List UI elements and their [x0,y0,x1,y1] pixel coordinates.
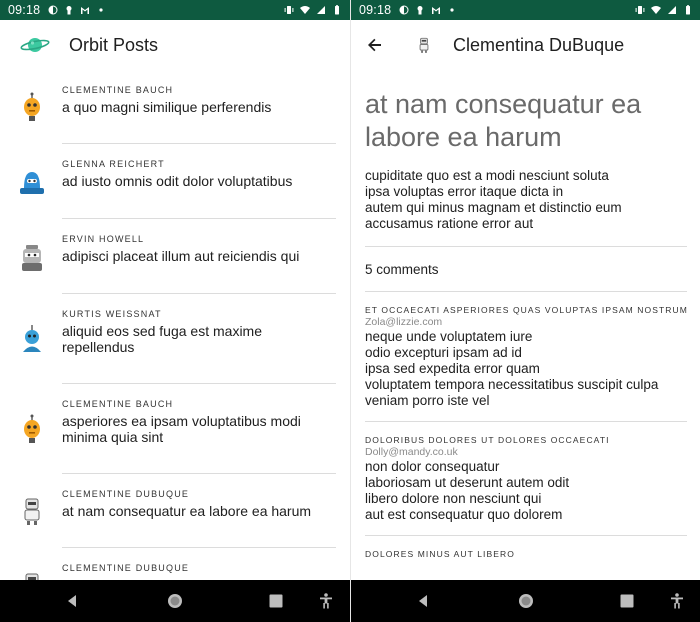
recents-nav-icon[interactable] [621,595,634,608]
post-detail-content[interactable] [351,70,700,580]
post-author: CLEMENTINE DUBUQUE [62,563,190,573]
app-bar [0,20,350,70]
post-title: at nam consequatur ea labore ea harum [365,89,642,152]
status-bar [351,0,700,20]
post-author: CLEMENTINE DUBUQUE [62,489,190,499]
comment-name: DOLORES MINUS AUT LIBERO [365,549,515,559]
comment-item [351,536,700,560]
comment-line: veniam porro iste vel [365,393,490,408]
back-nav-icon[interactable] [65,594,79,608]
recents-nav-icon[interactable] [270,595,283,608]
post-author: CLEMENTINE BAUCH [62,85,174,95]
white-robot-avatar-icon [16,570,48,580]
author-avatar-icon [415,36,433,54]
post-list-item[interactable] [0,548,350,580]
wifi-icon [651,5,661,15]
orange-robot-avatar-icon [16,413,48,445]
post-body-line: autem qui minus magnam et distinctio eum [365,200,622,215]
accessibility-icon[interactable] [319,593,333,609]
app-bar [351,20,700,70]
comment-line: odio excepturi ipsam ad id [365,345,522,360]
post-title: ad iusto omnis odit dolor voluptatibus [62,173,293,189]
post-list-item[interactable] [0,294,350,384]
back-nav-icon[interactable] [416,594,430,608]
home-nav-icon[interactable] [167,593,183,609]
signal-icon [316,5,326,15]
status-time: 09:18 [8,3,41,17]
signal-icon [667,5,677,15]
sync-icon [399,5,409,15]
post-title: asperiores ea ipsam voluptatibus modi minima quia sint [62,413,301,445]
notification-dot-icon [447,5,457,15]
keyhole-icon [415,5,425,15]
vibrate-icon [635,5,645,15]
comment-line: aut est consequatur quo dolorem [365,507,563,522]
grey-robot-avatar-icon [16,241,48,273]
sync-icon [48,5,58,15]
comment-email: Dolly@mandy.co.uk [365,446,458,458]
post-title: adipisci placeat illum aut reiciendis qui [62,248,300,264]
battery-icon [683,5,693,15]
post-body-line: accusamus ratione error aut [365,216,534,231]
back-arrow-icon[interactable] [365,35,385,55]
post-list-item[interactable] [0,384,350,474]
comment-line: libero dolore non nesciunt qui [365,491,542,506]
comment-line: laboriosam ut deserunt autem odit [365,475,570,490]
post-title: at nam consequatur ea labore ea harum [62,503,312,519]
comment-line: neque unde voluptatem iure [365,329,533,344]
wifi-icon [300,5,310,15]
notification-dot-icon [96,5,106,15]
post-body-line: cupiditate quo est a modi nesciunt soluta [365,168,609,183]
gmail-icon [80,5,90,15]
comment-email: Zola@lizzie.com [365,316,443,328]
home-nav-icon[interactable] [518,593,534,609]
post-title: aliquid eos sed fuga est maxime repellendus [62,323,262,355]
comment-name: ET OCCAECATI ASPERIORES QUAS VOLUPTAS IPSAM NOSTRUM [365,305,688,315]
app-title: Orbit Posts [69,35,159,55]
post-list-item[interactable] [0,219,350,294]
comment-name: DOLORIBUS DOLORES UT DOLORES OCCAECATI [365,435,610,445]
comment-body [365,459,687,535]
vibrate-icon [284,5,294,15]
post-author: CLEMENTINE BAUCH [62,399,174,409]
comment-line: non dolor consequatur [365,459,500,474]
keyhole-icon [64,5,74,15]
status-time: 09:18 [359,3,392,17]
status-bar [0,0,350,20]
planet-icon [20,35,50,55]
post-detail-screen [350,0,700,622]
post-author: ERVIN HOWELL [62,234,145,244]
gmail-icon [431,5,441,15]
posts-list[interactable] [0,70,350,580]
comment-body [365,329,687,421]
post-body-line: ipsa voluptas error itaque dicta in [365,184,564,199]
post-title: a quo magni similique perferendis [62,99,272,115]
post-list-item[interactable] [0,474,350,548]
system-nav-bar [351,580,700,622]
accessibility-icon[interactable] [670,593,684,609]
system-nav-bar [0,580,350,622]
blue-robot-avatar-icon [16,166,48,198]
post-author: KURTIS WEISSNAT [62,309,162,319]
comments-count: 5 comments [365,262,439,277]
comment-item [351,422,700,535]
post-list-item[interactable] [0,70,350,144]
white-robot-avatar-icon [16,495,48,527]
comment-line: voluptatem tempora necessitatibus suscipit culpa [365,377,659,392]
blue-round-robot-avatar-icon [16,323,48,355]
post-list-item[interactable] [0,144,350,219]
orange-robot-avatar-icon [16,91,48,123]
comment-line: ipsa sed expedita error quam [365,361,540,376]
author-name: Clementina DuBuque [453,35,625,55]
post-body [351,154,700,232]
battery-icon [332,5,342,15]
comment-item [351,292,700,421]
post-author: GLENNA REICHERT [62,159,165,169]
